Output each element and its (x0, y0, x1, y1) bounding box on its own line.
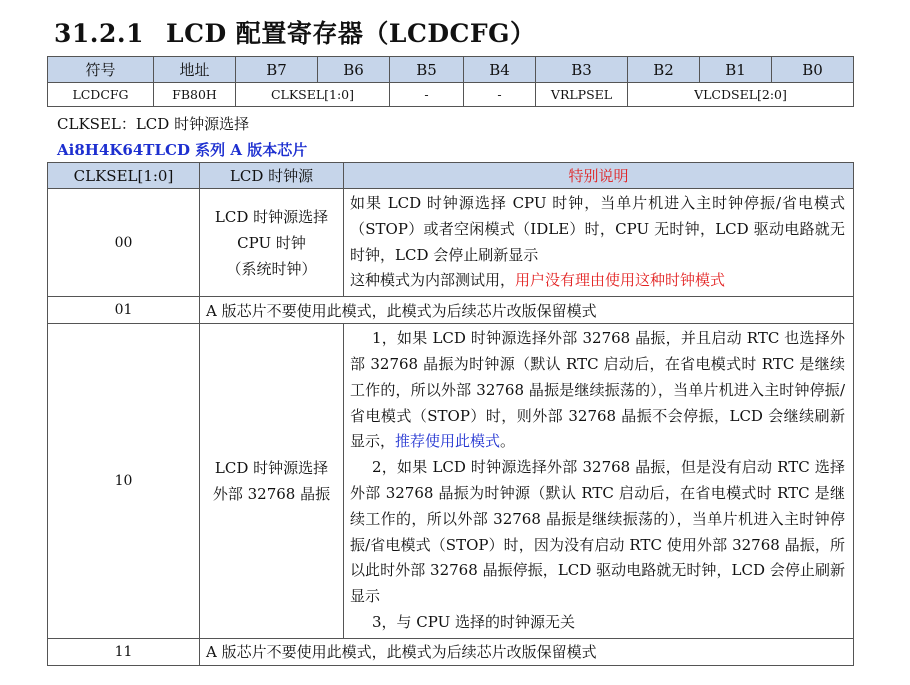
cell-vrlpsel: VRLPSEL (536, 83, 628, 107)
row-code-11: 11 (48, 638, 200, 665)
header-address: 地址 (154, 57, 236, 83)
cell-address: FB80H (154, 83, 236, 107)
header-b6: B6 (318, 57, 390, 83)
cell-b5: - (390, 83, 464, 107)
header-b2: B2 (628, 57, 700, 83)
row-notes-00 (344, 189, 854, 297)
clksel-description: CLKSEL：LCD 时钟源选择 (57, 115, 250, 133)
register-value-row (48, 83, 854, 107)
section-number: 31.2.1 (54, 19, 144, 48)
register-table (47, 56, 854, 107)
row-notes-10 (344, 324, 854, 639)
clksel-header-row (48, 163, 854, 189)
row-code-01: 01 (48, 297, 200, 324)
source-line: 外部 32768 晶振 (212, 484, 331, 503)
row-source-10 (200, 324, 344, 639)
note-paragraph-3: 3，与 CPU 选择的时钟源无关 (372, 612, 576, 631)
cell-clksel: CLKSEL[1:0] (236, 83, 390, 107)
header-b1: B1 (700, 57, 772, 83)
register-header-row (48, 57, 854, 83)
header-b7: B7 (236, 57, 318, 83)
header-b0: B0 (772, 57, 854, 83)
note-text: 这种模式为内部测试用， (350, 271, 516, 290)
row-code-10: 10 (48, 324, 200, 639)
table-row (48, 297, 854, 324)
note-paragraph-2: 2，如果 LCD 时钟源选择外部 32768 晶振，但是没有启动 RTC 选择外部 32768 晶振为时钟源（默认 RTC 启动后，在省电模式时 RTC 是继续工作的，所以外部 32768 晶振是继续振荡的），当单片机进入主时钟停振/省电模式（STOP）时，因为没有启动 RTC 使用外部 32768 晶振，所以此时外部 32768 晶振停振，LCD 驱动电路就无时钟，LCD 会停止刷新显示 (350, 458, 845, 606)
source-line: （系统时钟） (226, 259, 317, 278)
section-heading: LCD 配置寄存器（LCDCFG） (166, 19, 536, 48)
header-clksel: CLKSEL[1:0] (48, 163, 200, 189)
header-clock-source: LCD 时钟源 (200, 163, 344, 189)
row-notes-01: A 版芯片不要使用此模式，此模式为后续芯片改版保留模式 (200, 297, 854, 324)
cell-symbol: LCDCFG (48, 83, 154, 107)
header-notes: 特别说明 (344, 163, 854, 189)
header-symbol: 符号 (48, 57, 154, 83)
note-text: 1，如果 LCD 时钟源选择外部 32768 晶振，并且启动 RTC 也选择外部 32768 晶振为时钟源（默认 RTC 启动后，在省电模式时 RTC 是继续工作的，所以外部 32768 晶振是继续振荡的），当单片机进入主时钟停振/省电模式（STOP）时，则外部 32768 晶振不会停振，LCD 会继续刷新显示， (350, 329, 845, 451)
warning-text: 用户没有理由使用这种时钟模式 (515, 271, 726, 290)
cell-vlcdsel: VLCDSEL[2:0] (628, 83, 854, 107)
section-title (54, 14, 536, 50)
table-row (48, 324, 854, 639)
row-notes-11: A 版芯片不要使用此模式，此模式为后续芯片改版保留模式 (200, 638, 854, 665)
chip-series-label: Ai8H4K64TLCD 系列 A 版本芯片 (57, 141, 308, 159)
header-b3: B3 (536, 57, 628, 83)
header-b5: B5 (390, 57, 464, 83)
note-text: 如果 LCD 时钟源选择 CPU 时钟，当单片机进入主时钟停振/省电模式（STOP）或者空闲模式（IDLE）时，CPU 无时钟，LCD 驱动电路就无时钟，LCD 会停止刷新显示 (350, 194, 845, 264)
table-row (48, 189, 854, 297)
table-row (48, 638, 854, 665)
header-b4: B4 (464, 57, 536, 83)
note-paragraph-1 (350, 326, 845, 455)
note-text: 。 (500, 432, 516, 451)
cell-b4: - (464, 83, 536, 107)
row-source-00 (200, 189, 344, 297)
source-line: LCD 时钟源选择 (214, 207, 329, 226)
source-line: CPU 时钟 (237, 233, 306, 252)
clksel-table (47, 162, 854, 666)
source-line: LCD 时钟源选择 (214, 458, 329, 477)
row-code-00: 00 (48, 189, 200, 297)
recommend-text: 推荐使用此模式 (395, 432, 501, 451)
